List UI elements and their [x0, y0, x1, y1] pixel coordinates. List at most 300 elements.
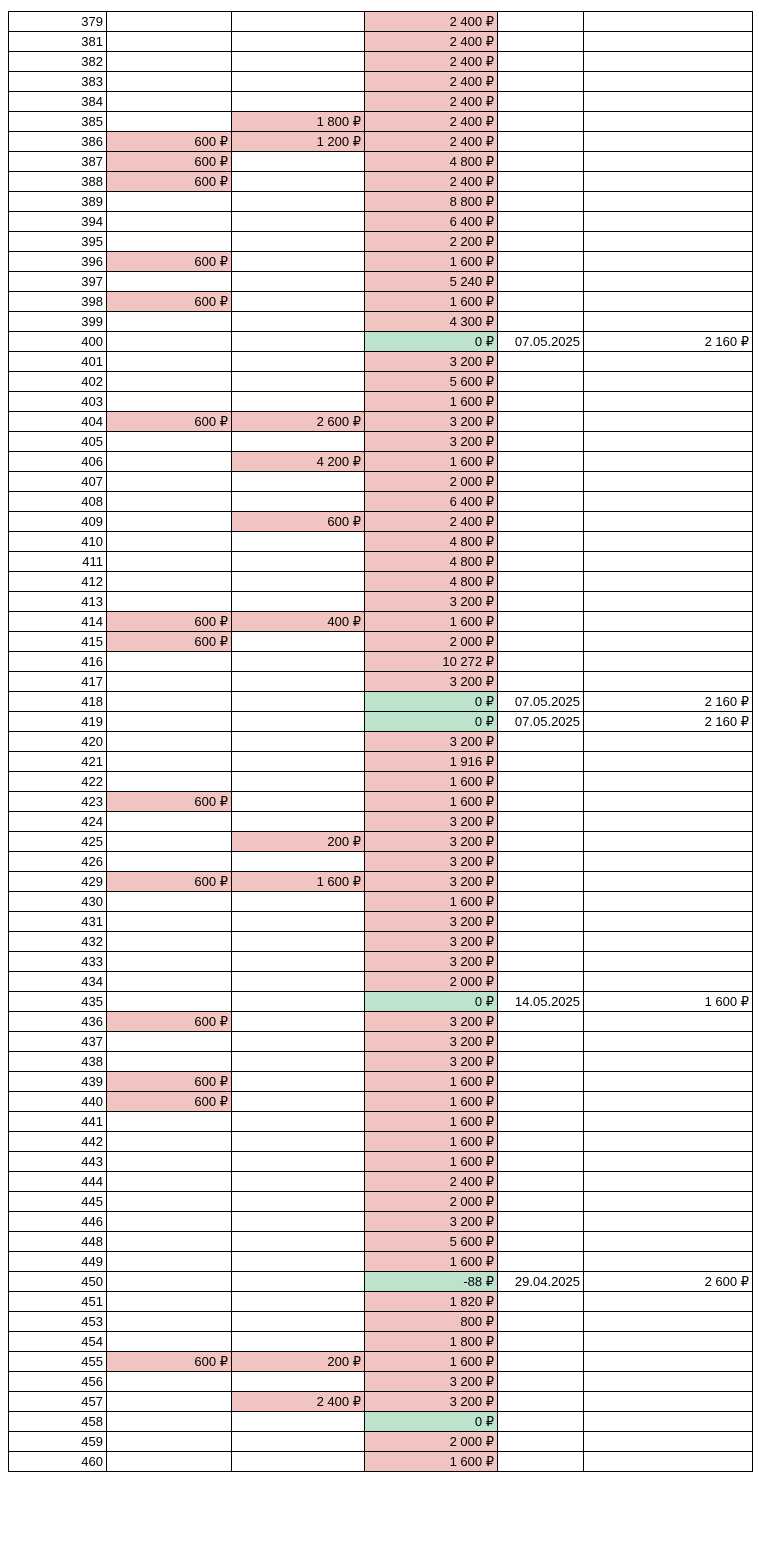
payment-cell[interactable]: [584, 1012, 753, 1032]
amount-2-cell[interactable]: [232, 972, 365, 992]
balance-cell[interactable]: 4 800 ₽: [365, 532, 498, 552]
row-number-cell[interactable]: 460: [9, 1452, 107, 1472]
amount-1-cell[interactable]: [107, 892, 232, 912]
payment-cell[interactable]: [584, 932, 753, 952]
amount-2-cell[interactable]: [232, 752, 365, 772]
date-cell[interactable]: [498, 1072, 584, 1092]
amount-1-cell[interactable]: [107, 1192, 232, 1212]
row-number-cell[interactable]: 450: [9, 1272, 107, 1292]
row-number-cell[interactable]: 430: [9, 892, 107, 912]
amount-1-cell[interactable]: [107, 692, 232, 712]
balance-cell[interactable]: 1 600 ₽: [365, 1072, 498, 1092]
row-number-cell[interactable]: 418: [9, 692, 107, 712]
amount-2-cell[interactable]: [232, 592, 365, 612]
amount-2-cell[interactable]: 1 800 ₽: [232, 112, 365, 132]
date-cell[interactable]: [498, 1412, 584, 1432]
row-number-cell[interactable]: 431: [9, 912, 107, 932]
amount-1-cell[interactable]: 600 ₽: [107, 872, 232, 892]
payment-cell[interactable]: [584, 592, 753, 612]
amount-1-cell[interactable]: [107, 492, 232, 512]
balance-cell[interactable]: 2 000 ₽: [365, 972, 498, 992]
row-number-cell[interactable]: 434: [9, 972, 107, 992]
amount-1-cell[interactable]: 600 ₽: [107, 1072, 232, 1092]
amount-1-cell[interactable]: [107, 952, 232, 972]
date-cell[interactable]: [498, 172, 584, 192]
balance-cell[interactable]: 3 200 ₽: [365, 1012, 498, 1032]
payment-cell[interactable]: [584, 352, 753, 372]
balance-cell[interactable]: 0 ₽: [365, 332, 498, 352]
amount-1-cell[interactable]: [107, 1432, 232, 1452]
payment-cell[interactable]: [584, 532, 753, 552]
payment-cell[interactable]: [584, 512, 753, 532]
payment-cell[interactable]: [584, 872, 753, 892]
row-number-cell[interactable]: 386: [9, 132, 107, 152]
amount-1-cell[interactable]: [107, 912, 232, 932]
payment-cell[interactable]: 1 600 ₽: [584, 992, 753, 1012]
amount-1-cell[interactable]: [107, 1452, 232, 1472]
row-number-cell[interactable]: 416: [9, 652, 107, 672]
amount-1-cell[interactable]: [107, 192, 232, 212]
amount-1-cell[interactable]: [107, 1252, 232, 1272]
row-number-cell[interactable]: 389: [9, 192, 107, 212]
date-cell[interactable]: [498, 472, 584, 492]
payment-cell[interactable]: [584, 52, 753, 72]
row-number-cell[interactable]: 444: [9, 1172, 107, 1192]
payment-cell[interactable]: [584, 1172, 753, 1192]
date-cell[interactable]: [498, 1012, 584, 1032]
balance-cell[interactable]: 3 200 ₽: [365, 912, 498, 932]
row-number-cell[interactable]: 451: [9, 1292, 107, 1312]
balance-cell[interactable]: 2 000 ₽: [365, 1432, 498, 1452]
balance-cell[interactable]: 1 600 ₽: [365, 1112, 498, 1132]
row-number-cell[interactable]: 438: [9, 1052, 107, 1072]
amount-2-cell[interactable]: [232, 92, 365, 112]
payment-cell[interactable]: [584, 32, 753, 52]
date-cell[interactable]: [498, 1352, 584, 1372]
payment-cell[interactable]: [584, 412, 753, 432]
amount-2-cell[interactable]: [232, 852, 365, 872]
balance-cell[interactable]: 3 200 ₽: [365, 1372, 498, 1392]
amount-1-cell[interactable]: [107, 272, 232, 292]
payment-cell[interactable]: [584, 272, 753, 292]
row-number-cell[interactable]: 403: [9, 392, 107, 412]
amount-2-cell[interactable]: 600 ₽: [232, 512, 365, 532]
date-cell[interactable]: [498, 732, 584, 752]
payment-cell[interactable]: [584, 1152, 753, 1172]
payment-cell[interactable]: [584, 452, 753, 472]
date-cell[interactable]: [498, 512, 584, 532]
date-cell[interactable]: 29.04.2025: [498, 1272, 584, 1292]
balance-cell[interactable]: 2 000 ₽: [365, 1192, 498, 1212]
amount-2-cell[interactable]: 1 600 ₽: [232, 872, 365, 892]
payment-cell[interactable]: [584, 732, 753, 752]
balance-cell[interactable]: 1 600 ₽: [365, 252, 498, 272]
balance-cell[interactable]: 2 200 ₽: [365, 232, 498, 252]
amount-1-cell[interactable]: [107, 392, 232, 412]
amount-1-cell[interactable]: [107, 1332, 232, 1352]
amount-1-cell[interactable]: [107, 32, 232, 52]
amount-2-cell[interactable]: [232, 672, 365, 692]
payment-cell[interactable]: [584, 232, 753, 252]
row-number-cell[interactable]: 435: [9, 992, 107, 1012]
row-number-cell[interactable]: 457: [9, 1392, 107, 1412]
date-cell[interactable]: [498, 1212, 584, 1232]
amount-1-cell[interactable]: [107, 1312, 232, 1332]
date-cell[interactable]: [498, 1292, 584, 1312]
amount-1-cell[interactable]: [107, 1272, 232, 1292]
balance-cell[interactable]: 3 200 ₽: [365, 592, 498, 612]
row-number-cell[interactable]: 414: [9, 612, 107, 632]
payment-cell[interactable]: [584, 792, 753, 812]
row-number-cell[interactable]: 383: [9, 72, 107, 92]
row-number-cell[interactable]: 425: [9, 832, 107, 852]
date-cell[interactable]: [498, 872, 584, 892]
date-cell[interactable]: [498, 452, 584, 472]
payment-cell[interactable]: 2 160 ₽: [584, 692, 753, 712]
date-cell[interactable]: [498, 1432, 584, 1452]
payment-cell[interactable]: [584, 1372, 753, 1392]
balance-cell[interactable]: 1 600 ₽: [365, 772, 498, 792]
amount-1-cell[interactable]: [107, 1032, 232, 1052]
row-number-cell[interactable]: 382: [9, 52, 107, 72]
amount-1-cell[interactable]: [107, 232, 232, 252]
amount-2-cell[interactable]: [232, 1452, 365, 1472]
amount-1-cell[interactable]: [107, 972, 232, 992]
payment-cell[interactable]: [584, 552, 753, 572]
balance-cell[interactable]: 2 400 ₽: [365, 32, 498, 52]
row-number-cell[interactable]: 388: [9, 172, 107, 192]
amount-1-cell[interactable]: [107, 712, 232, 732]
payment-cell[interactable]: [584, 152, 753, 172]
amount-1-cell[interactable]: [107, 212, 232, 232]
amount-1-cell[interactable]: [107, 432, 232, 452]
date-cell[interactable]: [498, 652, 584, 672]
payment-cell[interactable]: [584, 112, 753, 132]
row-number-cell[interactable]: 455: [9, 1352, 107, 1372]
payment-cell[interactable]: [584, 292, 753, 312]
amount-2-cell[interactable]: [232, 892, 365, 912]
amount-2-cell[interactable]: [232, 72, 365, 92]
payment-cell[interactable]: [584, 972, 753, 992]
amount-1-cell[interactable]: [107, 372, 232, 392]
row-number-cell[interactable]: 442: [9, 1132, 107, 1152]
balance-cell[interactable]: 10 272 ₽: [365, 652, 498, 672]
amount-1-cell[interactable]: [107, 1052, 232, 1072]
balance-cell[interactable]: 1 600 ₽: [365, 1152, 498, 1172]
amount-1-cell[interactable]: [107, 1152, 232, 1172]
payment-cell[interactable]: [584, 132, 753, 152]
amount-2-cell[interactable]: [232, 332, 365, 352]
payment-cell[interactable]: [584, 1332, 753, 1352]
payment-cell[interactable]: 2 160 ₽: [584, 332, 753, 352]
amount-1-cell[interactable]: 600 ₽: [107, 632, 232, 652]
balance-cell[interactable]: 1 600 ₽: [365, 1132, 498, 1152]
amount-2-cell[interactable]: [232, 1012, 365, 1032]
payment-cell[interactable]: [584, 1452, 753, 1472]
row-number-cell[interactable]: 412: [9, 572, 107, 592]
balance-cell[interactable]: 1 600 ₽: [365, 452, 498, 472]
balance-cell[interactable]: 2 400 ₽: [365, 132, 498, 152]
amount-1-cell[interactable]: [107, 572, 232, 592]
row-number-cell[interactable]: 437: [9, 1032, 107, 1052]
row-number-cell[interactable]: 439: [9, 1072, 107, 1092]
amount-1-cell[interactable]: 600 ₽: [107, 152, 232, 172]
balance-cell[interactable]: 2 400 ₽: [365, 172, 498, 192]
date-cell[interactable]: [498, 32, 584, 52]
date-cell[interactable]: [498, 492, 584, 512]
row-number-cell[interactable]: 441: [9, 1112, 107, 1132]
date-cell[interactable]: [498, 372, 584, 392]
amount-1-cell[interactable]: [107, 352, 232, 372]
payment-cell[interactable]: [584, 472, 753, 492]
amount-1-cell[interactable]: [107, 732, 232, 752]
payment-cell[interactable]: [584, 632, 753, 652]
payment-cell[interactable]: [584, 1352, 753, 1372]
date-cell[interactable]: [498, 352, 584, 372]
row-number-cell[interactable]: 448: [9, 1232, 107, 1252]
amount-2-cell[interactable]: [232, 992, 365, 1012]
balance-cell[interactable]: 6 400 ₽: [365, 492, 498, 512]
amount-2-cell[interactable]: [232, 792, 365, 812]
balance-cell[interactable]: 800 ₽: [365, 1312, 498, 1332]
date-cell[interactable]: 07.05.2025: [498, 692, 584, 712]
amount-1-cell[interactable]: [107, 932, 232, 952]
balance-cell[interactable]: 3 200 ₽: [365, 1212, 498, 1232]
amount-2-cell[interactable]: 4 200 ₽: [232, 452, 365, 472]
amount-1-cell[interactable]: [107, 1412, 232, 1432]
date-cell[interactable]: [498, 812, 584, 832]
payment-cell[interactable]: [584, 312, 753, 332]
amount-1-cell[interactable]: 600 ₽: [107, 1352, 232, 1372]
date-cell[interactable]: [498, 792, 584, 812]
amount-2-cell[interactable]: [232, 432, 365, 452]
balance-cell[interactable]: 2 400 ₽: [365, 512, 498, 532]
amount-2-cell[interactable]: [232, 1212, 365, 1232]
amount-2-cell[interactable]: [232, 912, 365, 932]
date-cell[interactable]: [498, 392, 584, 412]
amount-2-cell[interactable]: [232, 372, 365, 392]
date-cell[interactable]: [498, 852, 584, 872]
date-cell[interactable]: [498, 112, 584, 132]
amount-1-cell[interactable]: [107, 1212, 232, 1232]
row-number-cell[interactable]: 408: [9, 492, 107, 512]
balance-cell[interactable]: 1 600 ₽: [365, 612, 498, 632]
payment-cell[interactable]: [584, 212, 753, 232]
amount-2-cell[interactable]: 2 600 ₽: [232, 412, 365, 432]
balance-cell[interactable]: 1 600 ₽: [365, 1092, 498, 1112]
amount-1-cell[interactable]: 600 ₽: [107, 172, 232, 192]
payment-cell[interactable]: [584, 1212, 753, 1232]
payment-cell[interactable]: [584, 892, 753, 912]
balance-cell[interactable]: 3 200 ₽: [365, 412, 498, 432]
amount-2-cell[interactable]: [232, 952, 365, 972]
date-cell[interactable]: [498, 72, 584, 92]
balance-cell[interactable]: 3 200 ₽: [365, 1052, 498, 1072]
row-number-cell[interactable]: 415: [9, 632, 107, 652]
payment-cell[interactable]: 2 160 ₽: [584, 712, 753, 732]
payment-cell[interactable]: [584, 92, 753, 112]
payment-cell[interactable]: [584, 672, 753, 692]
balance-cell[interactable]: 0 ₽: [365, 712, 498, 732]
balance-cell[interactable]: 5 240 ₽: [365, 272, 498, 292]
date-cell[interactable]: [498, 572, 584, 592]
amount-2-cell[interactable]: [232, 932, 365, 952]
amount-2-cell[interactable]: [232, 552, 365, 572]
payment-cell[interactable]: [584, 1032, 753, 1052]
amount-2-cell[interactable]: [232, 252, 365, 272]
row-number-cell[interactable]: 443: [9, 1152, 107, 1172]
amount-1-cell[interactable]: [107, 752, 232, 772]
row-number-cell[interactable]: 449: [9, 1252, 107, 1272]
amount-1-cell[interactable]: [107, 552, 232, 572]
payment-cell[interactable]: [584, 12, 753, 32]
date-cell[interactable]: [498, 272, 584, 292]
amount-1-cell[interactable]: 600 ₽: [107, 792, 232, 812]
amount-2-cell[interactable]: [232, 212, 365, 232]
balance-cell[interactable]: 1 600 ₽: [365, 292, 498, 312]
row-number-cell[interactable]: 413: [9, 592, 107, 612]
payment-cell[interactable]: [584, 252, 753, 272]
amount-2-cell[interactable]: [232, 192, 365, 212]
amount-1-cell[interactable]: [107, 1292, 232, 1312]
balance-cell[interactable]: 3 200 ₽: [365, 1392, 498, 1412]
row-number-cell[interactable]: 440: [9, 1092, 107, 1112]
amount-2-cell[interactable]: [232, 1412, 365, 1432]
amount-1-cell[interactable]: 600 ₽: [107, 292, 232, 312]
row-number-cell[interactable]: 395: [9, 232, 107, 252]
date-cell[interactable]: [498, 1172, 584, 1192]
date-cell[interactable]: [498, 312, 584, 332]
date-cell[interactable]: [498, 932, 584, 952]
amount-2-cell[interactable]: [232, 1332, 365, 1352]
row-number-cell[interactable]: 432: [9, 932, 107, 952]
amount-1-cell[interactable]: [107, 52, 232, 72]
payment-cell[interactable]: [584, 432, 753, 452]
row-number-cell[interactable]: 407: [9, 472, 107, 492]
amount-2-cell[interactable]: [232, 1132, 365, 1152]
balance-cell[interactable]: 2 400 ₽: [365, 92, 498, 112]
row-number-cell[interactable]: 399: [9, 312, 107, 332]
date-cell[interactable]: [498, 412, 584, 432]
payment-cell[interactable]: [584, 392, 753, 412]
amount-2-cell[interactable]: [232, 492, 365, 512]
balance-cell[interactable]: 3 200 ₽: [365, 812, 498, 832]
amount-1-cell[interactable]: [107, 1372, 232, 1392]
amount-2-cell[interactable]: [232, 532, 365, 552]
date-cell[interactable]: [498, 972, 584, 992]
balance-cell[interactable]: 3 200 ₽: [365, 352, 498, 372]
amount-2-cell[interactable]: [232, 352, 365, 372]
balance-cell[interactable]: 3 200 ₽: [365, 832, 498, 852]
amount-1-cell[interactable]: [107, 1112, 232, 1132]
date-cell[interactable]: [498, 432, 584, 452]
date-cell[interactable]: [498, 612, 584, 632]
date-cell[interactable]: [498, 1312, 584, 1332]
row-number-cell[interactable]: 384: [9, 92, 107, 112]
amount-2-cell[interactable]: [232, 312, 365, 332]
date-cell[interactable]: [498, 1232, 584, 1252]
row-number-cell[interactable]: 401: [9, 352, 107, 372]
date-cell[interactable]: 14.05.2025: [498, 992, 584, 1012]
payment-cell[interactable]: [584, 172, 753, 192]
amount-2-cell[interactable]: [232, 812, 365, 832]
date-cell[interactable]: [498, 212, 584, 232]
amount-2-cell[interactable]: [232, 692, 365, 712]
payment-cell[interactable]: [584, 1252, 753, 1272]
balance-cell[interactable]: 2 000 ₽: [365, 472, 498, 492]
amount-1-cell[interactable]: 600 ₽: [107, 1092, 232, 1112]
balance-cell[interactable]: 1 600 ₽: [365, 792, 498, 812]
payment-cell[interactable]: [584, 72, 753, 92]
amount-1-cell[interactable]: [107, 512, 232, 532]
balance-cell[interactable]: 8 800 ₽: [365, 192, 498, 212]
payment-cell[interactable]: [584, 1072, 753, 1092]
date-cell[interactable]: [498, 252, 584, 272]
row-number-cell[interactable]: 400: [9, 332, 107, 352]
balance-cell[interactable]: 1 916 ₽: [365, 752, 498, 772]
payment-cell[interactable]: [584, 1292, 753, 1312]
amount-1-cell[interactable]: [107, 452, 232, 472]
date-cell[interactable]: [498, 1112, 584, 1132]
date-cell[interactable]: [498, 1132, 584, 1152]
amount-2-cell[interactable]: [232, 152, 365, 172]
amount-2-cell[interactable]: [232, 1052, 365, 1072]
amount-2-cell[interactable]: [232, 772, 365, 792]
amount-2-cell[interactable]: [232, 472, 365, 492]
balance-cell[interactable]: 1 800 ₽: [365, 1332, 498, 1352]
date-cell[interactable]: [498, 1452, 584, 1472]
amount-1-cell[interactable]: [107, 1232, 232, 1252]
row-number-cell[interactable]: 422: [9, 772, 107, 792]
amount-2-cell[interactable]: [232, 652, 365, 672]
date-cell[interactable]: [498, 752, 584, 772]
date-cell[interactable]: [498, 592, 584, 612]
balance-cell[interactable]: -88 ₽: [365, 1272, 498, 1292]
amount-2-cell[interactable]: [232, 272, 365, 292]
date-cell[interactable]: [498, 1032, 584, 1052]
amount-1-cell[interactable]: [107, 1392, 232, 1412]
amount-1-cell[interactable]: [107, 592, 232, 612]
date-cell[interactable]: [498, 1332, 584, 1352]
payment-cell[interactable]: [584, 952, 753, 972]
payment-cell[interactable]: [584, 1052, 753, 1072]
amount-2-cell[interactable]: [232, 32, 365, 52]
row-number-cell[interactable]: 458: [9, 1412, 107, 1432]
row-number-cell[interactable]: 453: [9, 1312, 107, 1332]
payment-cell[interactable]: [584, 572, 753, 592]
row-number-cell[interactable]: 446: [9, 1212, 107, 1232]
amount-1-cell[interactable]: 600 ₽: [107, 1012, 232, 1032]
amount-1-cell[interactable]: [107, 852, 232, 872]
amount-2-cell[interactable]: [232, 1172, 365, 1192]
payment-cell[interactable]: [584, 612, 753, 632]
date-cell[interactable]: [498, 132, 584, 152]
balance-cell[interactable]: 1 600 ₽: [365, 892, 498, 912]
balance-cell[interactable]: 4 800 ₽: [365, 572, 498, 592]
payment-cell[interactable]: [584, 1132, 753, 1152]
balance-cell[interactable]: 3 200 ₽: [365, 1032, 498, 1052]
balance-cell[interactable]: 3 200 ₽: [365, 672, 498, 692]
date-cell[interactable]: [498, 232, 584, 252]
date-cell[interactable]: [498, 92, 584, 112]
amount-2-cell[interactable]: [232, 1032, 365, 1052]
date-cell[interactable]: [498, 832, 584, 852]
amount-1-cell[interactable]: [107, 112, 232, 132]
balance-cell[interactable]: 1 820 ₽: [365, 1292, 498, 1312]
date-cell[interactable]: [498, 1052, 584, 1072]
date-cell[interactable]: [498, 1392, 584, 1412]
amount-1-cell[interactable]: [107, 92, 232, 112]
